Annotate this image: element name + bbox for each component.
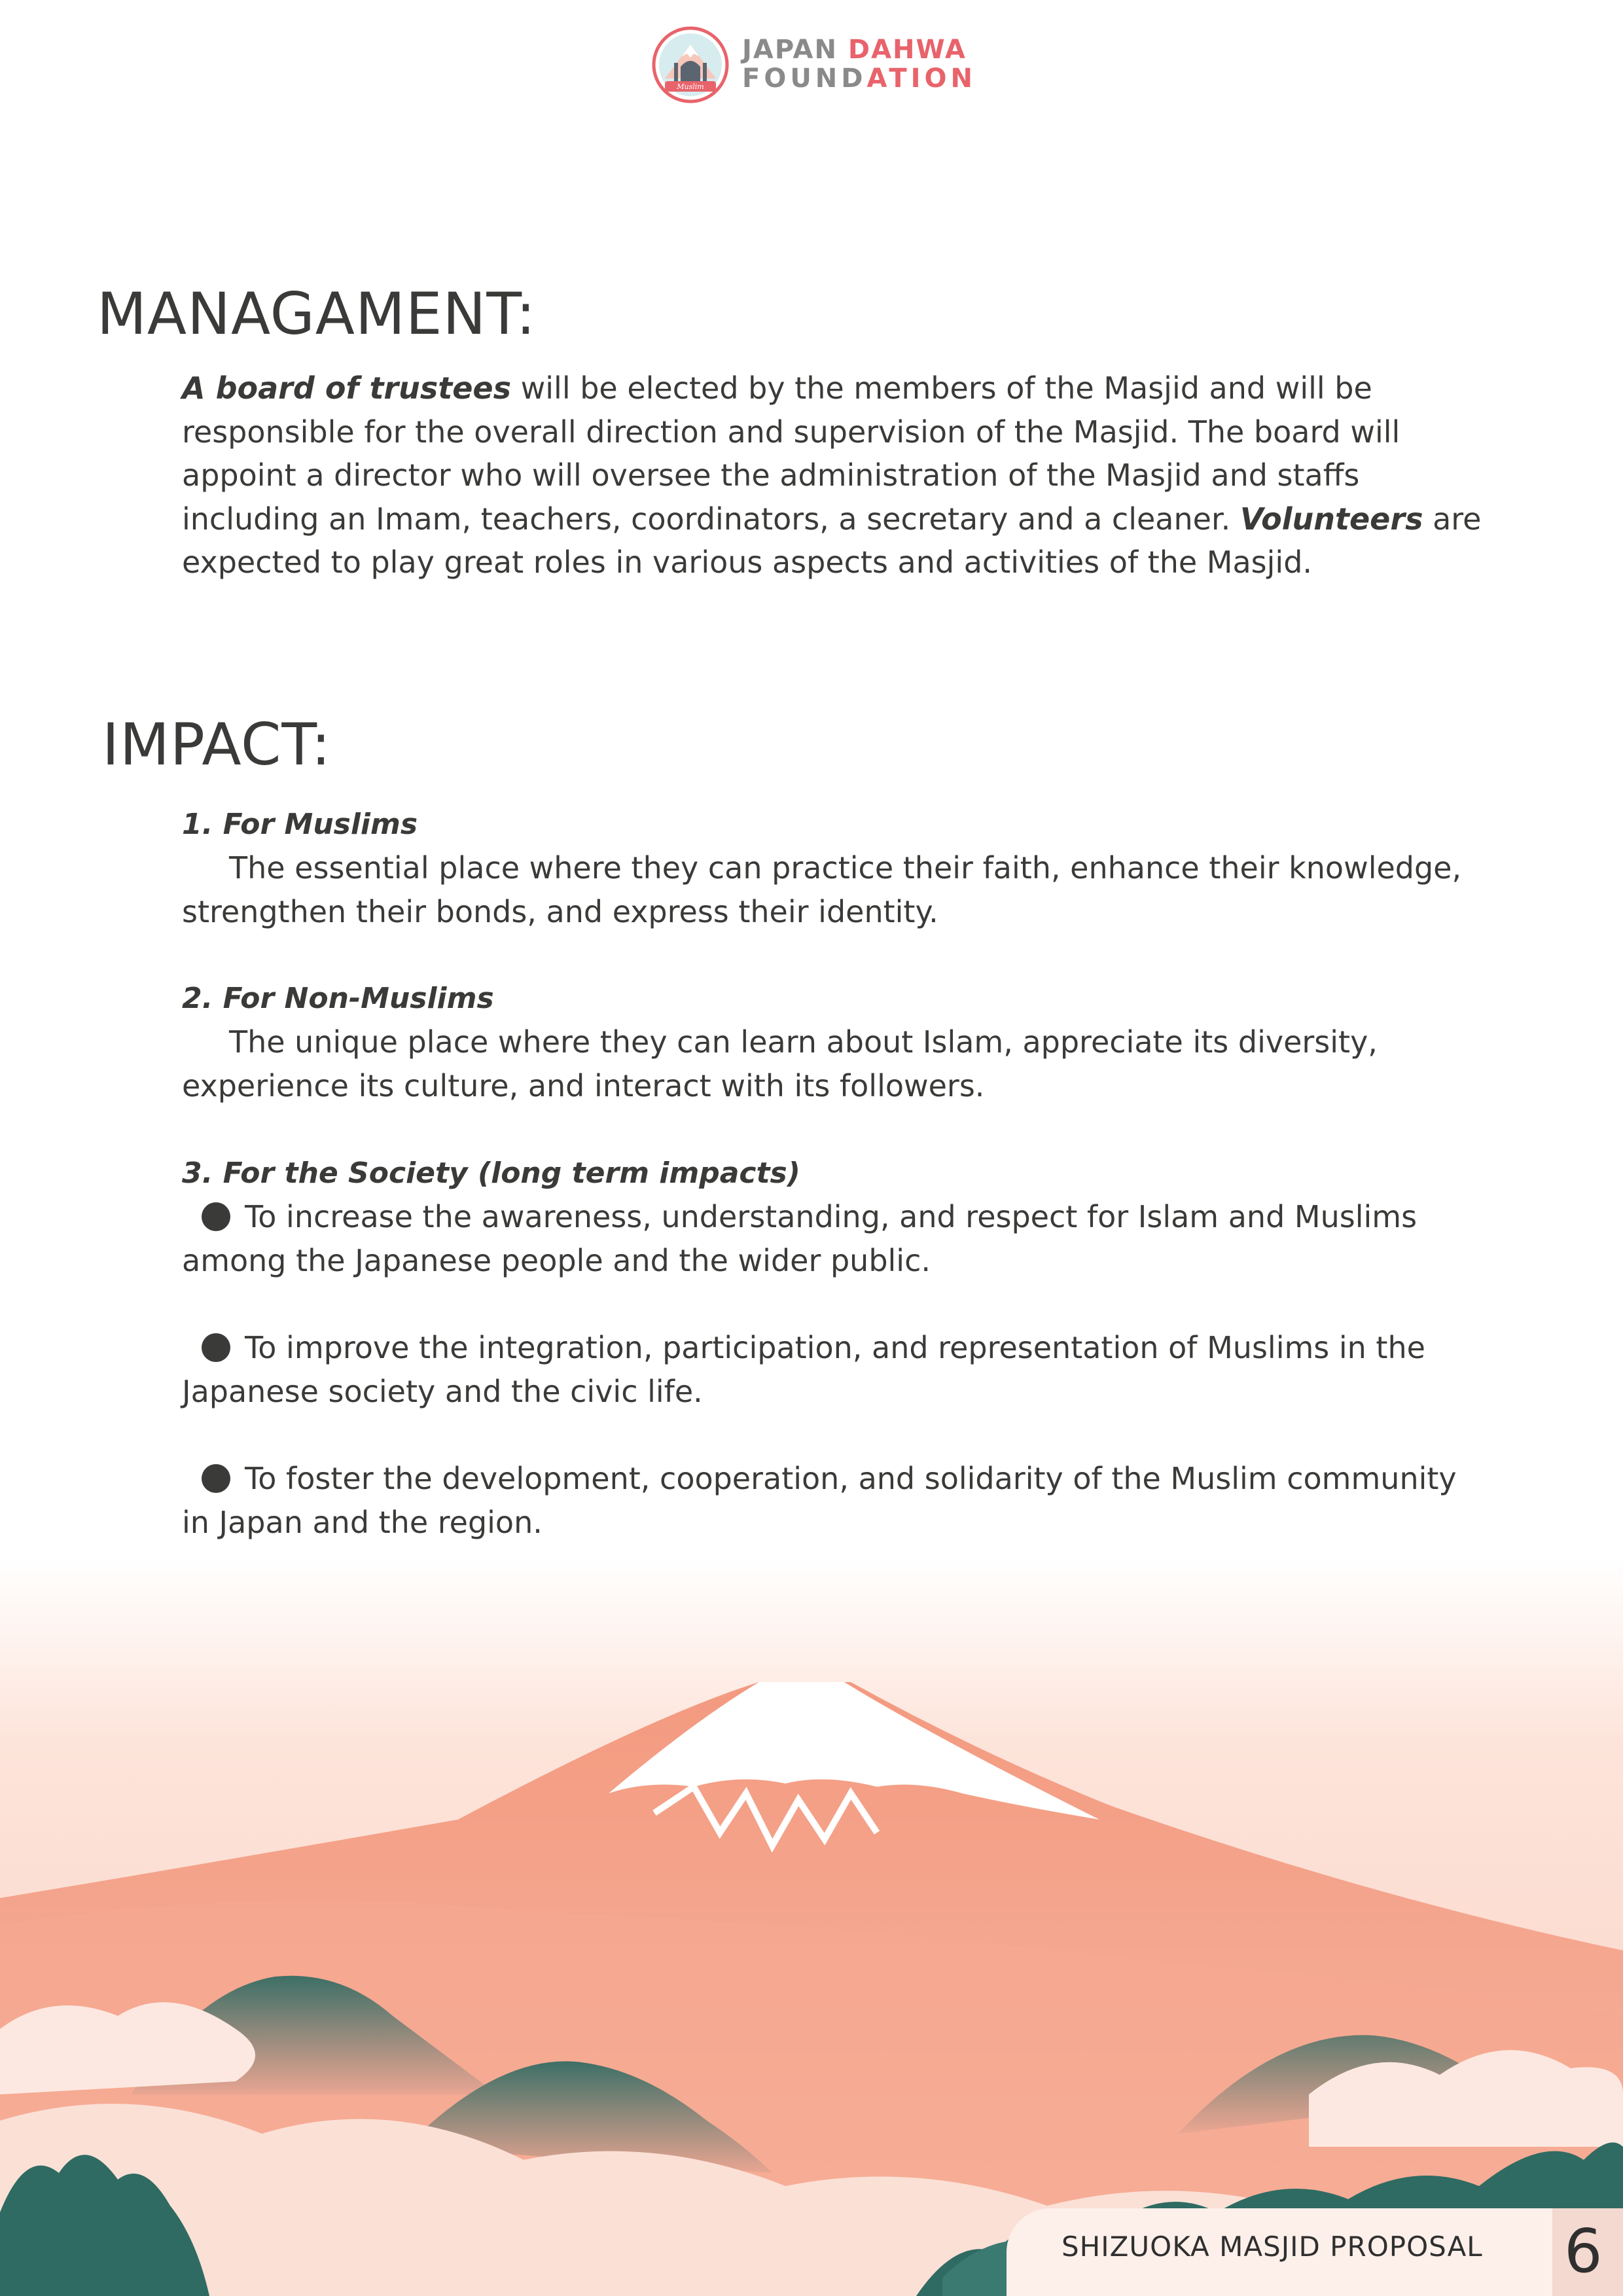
impact-item-body: The essential place where they can practice their faith, enhance their knowledge, strengthen their bonds, and express their identity. [182,850,1462,929]
bullet-text: To improve the integration, participation, and representation of Muslims in the Japanese society and the civic life. [182,1330,1425,1409]
impact-item-title-society: 3. For the Society (long term impacts) [182,1157,800,1190]
management-text-2: are expected to play great roles in various aspects and activities of the Masjid. [182,501,1482,580]
society-bullet [182,1457,1491,1544]
management-paragraph [182,367,1491,584]
impact-item-title-non-muslims: 2. For Non-Muslims [182,982,494,1015]
bullet-dot-icon [202,1333,230,1362]
board-of-trustees-emphasis: A board of trustees [182,370,512,406]
bullet-dot-icon [202,1202,230,1231]
foundation-logo [652,26,1018,111]
society-bullet [182,1326,1491,1413]
mosque-badge-icon [652,26,729,103]
footer-document-title: SHIZUOKA MASJID PROPOSAL [1061,2231,1483,2263]
bullet-text: To increase the awareness, understanding, and respect for Islam and Muslims among the Japanese people and the wider public. [182,1199,1418,1278]
logo-word-found: FOUND [742,63,867,94]
badge-script-text: Muslim [677,82,704,91]
volunteers-emphasis: Volunteers [1240,501,1423,537]
mount-fuji-illustration [0,1558,1623,2296]
impact-item-text-muslims [182,846,1491,933]
page-number: 6 [1564,2216,1603,2286]
impact-item-body: The unique place where they can learn about Islam, appreciate its diversity, experience its culture, and interact with its followers. [182,1024,1378,1103]
management-heading: MANAGAMENT: [97,280,537,348]
management-text-1: will be elected by the members of the Masjid and will be responsible for the overall direction and supervision of the Masjid. The board will appoint a director who will oversee the administration of the Masjid and staffs including an Imam, teachers, coordinators, a secretary and a cleaner. [182,370,1400,537]
logo-word-japan: JAPAN [742,35,838,65]
society-bullet [182,1195,1491,1282]
impact-heading: IMPACT: [102,711,332,778]
logo-word-ation: ATION [866,63,976,94]
logo-wordmark [742,35,976,93]
impact-item-title-muslims: 1. For Muslims [182,808,418,841]
impact-item-text-non-muslims [182,1020,1491,1107]
bullet-dot-icon [202,1464,230,1493]
logo-word-dahwa: DAHWA [847,35,967,65]
bullet-text: To foster the development, cooperation, and solidarity of the Muslim community in Japan and the region. [182,1461,1457,1540]
